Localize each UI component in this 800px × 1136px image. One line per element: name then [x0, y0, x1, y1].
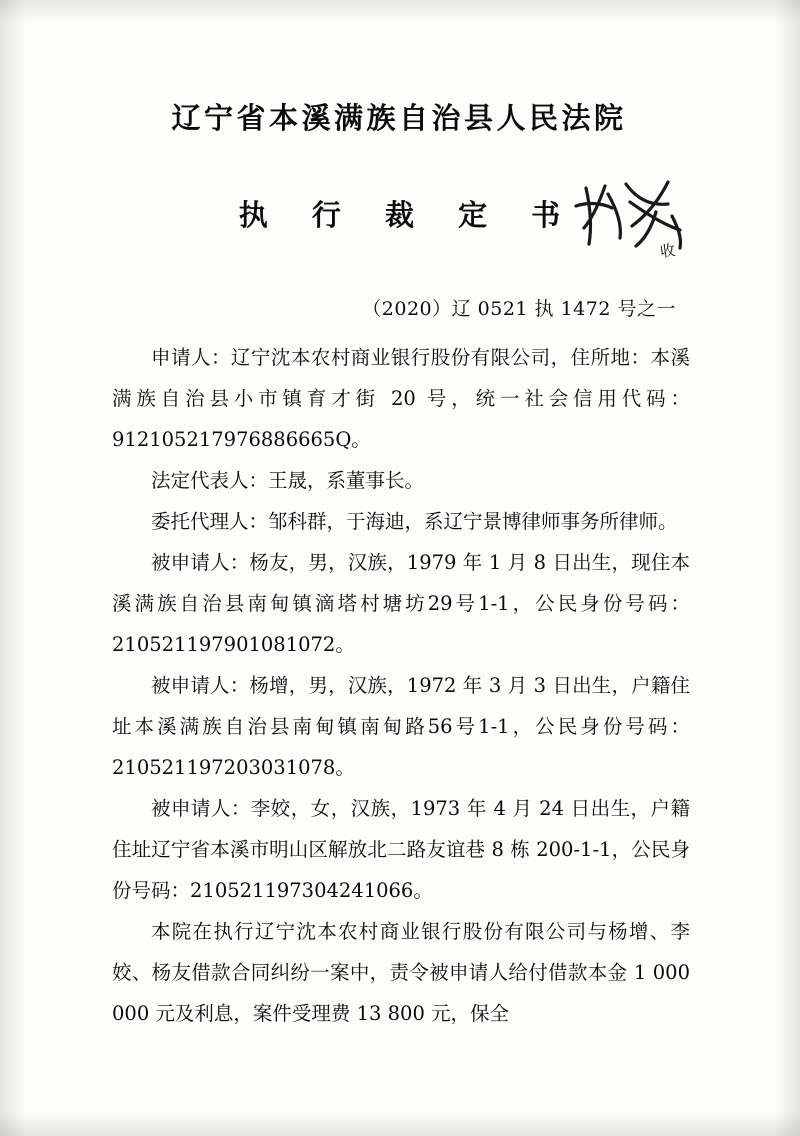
paragraph: 申请人：辽宁沈本农村商业银行股份有限公司，住所地：本溪满族自治县小市镇育才街 20 号，统一社会信用代码：912105217976886665Q。	[112, 346, 690, 451]
scan-shadow-right	[774, 0, 800, 1136]
paragraph: 被申请人：李姣，女，汉族，1973 年 4 月 24 日出生，户籍住址辽宁省本溪市明山区解放北二路友谊巷 8 栋 200-1-1，公民身份号码：210521197304241066。	[112, 797, 690, 902]
scan-shadow-bottom	[0, 1112, 800, 1136]
case-number: （2020）辽 0521 执 1472 号之一	[362, 298, 676, 320]
document-title: 执 行 裁 定 书	[238, 198, 578, 232]
court-title: 辽宁省本溪满族自治县人民法院	[171, 101, 627, 135]
paragraph: 法定代表人：王晟，系董事长。	[151, 469, 425, 492]
scan-shadow-left	[0, 0, 26, 1136]
stamp-mark: 收	[658, 241, 677, 261]
document-body	[112, 337, 690, 1034]
paragraph: 被申请人：杨友，男，汉族，1979 年 1 月 8 日出生，现住本溪满族自治县南甸镇滴塔村塘坊29号1-1，公民身份号码：210521197901081072。	[112, 551, 690, 656]
paragraph: 被申请人：杨增，男，汉族，1972 年 3 月 3 日出生，户籍住址本溪满族自治县南甸镇南甸路56号1-1，公民身份号码：210521197203031078。	[112, 674, 690, 779]
paragraph: 委托代理人：邹科群，于海迪，系辽宁景博律师事务所律师。	[151, 510, 678, 533]
document-content	[112, 96, 690, 1034]
scan-shadow-top	[0, 0, 800, 22]
paragraph: 本院在执行辽宁沈本农村商业银行股份有限公司与杨增、李姣、杨友借款合同纠纷一案中，责令被申请人给付借款本金 1 000 000 元及利息，案件受理费 13 800 元，保全	[112, 920, 690, 1025]
